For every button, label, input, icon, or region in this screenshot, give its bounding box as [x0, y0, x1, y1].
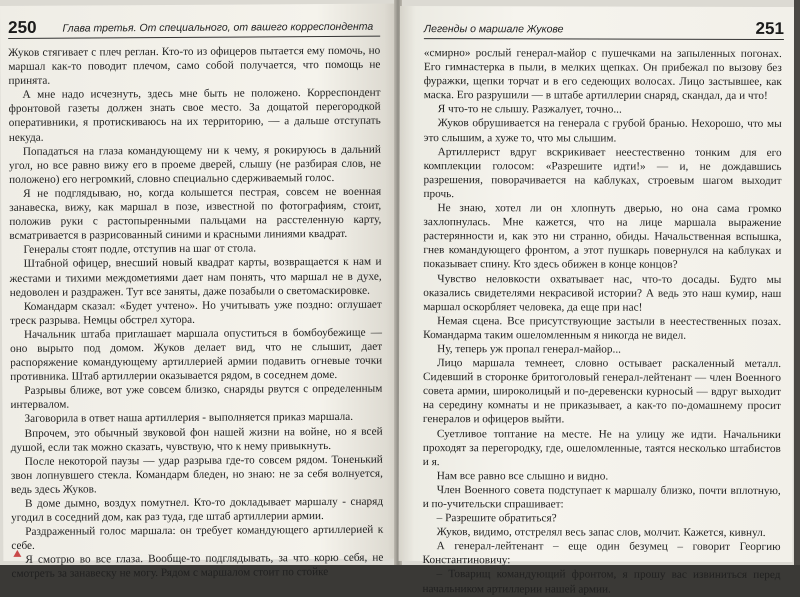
paragraph: Не знаю, хотел ли он хлопнуть дверью, но она сама громко захлопнулась. Мне кажется, что на лице маршала выражение растерянности и, как это ни странно, обиды. Начальственная вспышка, гнев командующего фронтом, а этот пушкарь повернулся на каблуках и показывает спину. Кто здесь обижен в конце концов?: [423, 202, 782, 272]
paragraph: Я не подглядываю, но, когда колышется пестрая, совсем не военная занавеска, вижу, как маршал в позе, известной по фотографиям, стоит, положив руки с растопыренными пальцами на расстеленную карту, всматривается в разрисованный синими и красными линиями квадрат.: [9, 185, 382, 243]
paragraph: – Разрешите обратиться?: [436, 512, 557, 525]
paragraph: Штабной офицер, внесший новый квадрат карты, возвращается к нам и жестами и тихими междометиями дает нам понять, что маршал не в духе, недоволен и раздражен. Тут все заняты, даже позабыли о светомаскировке.: [9, 256, 382, 299]
paragraph: Командарм сказал: «Будет учтено». Но учитывать уже поздно: оглушает треск разрыва. Немцы обстрел хутора.: [9, 298, 382, 327]
right-page: [399, 6, 794, 596]
paragraph: Заговорила в ответ наша артиллерия - выполняется приказ маршала.: [24, 411, 354, 426]
left-page: [0, 4, 399, 581]
paragraph: Я что-то не слышу. Разжалует, точно...: [437, 103, 622, 116]
page-number: 250: [8, 17, 37, 37]
paragraph: В доме дымно, воздух помутнел. Кто-то докладывает маршалу - снаряд угодил в соседний дом, как раз туда, где штаб артиллерии армии.: [11, 495, 384, 525]
paragraph: Впрочем, это обычный звуковой фон нашей жизни на войне, но я всей душой, если так можно сказать, чувствую, что к нему привыкнуть.: [10, 425, 383, 454]
paragraph: Начальник штаба приглашает маршала опуститься в бомбоубежище — оно вырыто под домом. Жуков делает вид, что не слышит, дает распоряжение командующему артиллерией армии подавить огневые точки противника. Штаб артиллерии оказывается рядом, в соседнем доме.: [10, 326, 383, 384]
paragraph: А мне надо исчезнуть, здесь мне быть не положено. Корреспондент фронтовой газеты должен знать свое место. За дощатой перегородкой оперативники, я протискиваюсь на их территорию, — а дальше отступать некуда.: [8, 86, 381, 144]
right-running-head: [424, 18, 784, 40]
paragraph: Генералы стоят подле, отступив на шаг от стола.: [23, 242, 257, 257]
paragraph: «смирно» рослый генерал-майор с пушечками на запыленных погонах. Его гимнастерка в пыли, в мелких щепках. Он прибежал по вызову без фуражки, щепки торчат и в его седеющих волосах. Лицо застывшее, как маска. Его разрушили — в штабе артиллерии снаряд, скандал, да и что!: [423, 47, 782, 103]
paragraph: Попадаться на глаза командующему ни к чему, я рокируюсь в дальний угол, но все равно вижу его в проеме дверей, слышу (не разбирая слов, не положено) его негромкий, словно специально сдерживаемый голос.: [8, 143, 382, 186]
paragraph: Немая сцена. Все присутствующие застыли в неестественных позах. Командарма таким ошеломленным я никогда не видел.: [423, 314, 782, 342]
paragraph: Жуков, видимо, отстрелял весь запас слов, молчит. Кажется, кивнул.: [436, 526, 766, 540]
paragraph: А генерал-лейтенант – еще один безумец – говорит Георгию Константиновичу:: [422, 540, 781, 567]
left-running-head: [8, 16, 380, 39]
paragraph: Разрывы ближе, вот уже совсем близко, снаряды рвутся с определенным интервалом.: [10, 382, 383, 412]
paragraph: После некоторой паузы — удар разрыва где-то совсем рядом. Тоненький звон лопнувшего стекла. Командарм бледен, но знаю: не за себя волнуется, ведь здесь Жуков.: [10, 453, 383, 496]
paragraph: Артиллерист вдруг вскрикивает неестественно тонким для его комплекции голосом: «Разрешите идти!» — и, не дождавшись разрешения, поворачивается на каблуках, строевым шагом выходит прочь.: [423, 145, 782, 201]
page-marker-icon: [13, 550, 21, 557]
left-body-text: [8, 44, 384, 581]
paragraph: Суетливое топтание на месте. Не на улицу же идти. Начальники проходят за перегородку, где, ошеломленные, таятся несколько штабистов и я.: [422, 427, 781, 468]
paragraph: Раздраженный голос маршала: он требует командующего артиллерией к себе.: [11, 523, 384, 553]
chapter-title: Глава третья. От специального, от вашего корреспондента: [62, 20, 374, 35]
right-body-text: [422, 46, 782, 596]
paragraph: – Товарищ командующий фронтом, я прошу вас извиниться перед начальником артиллерии нашей армии.: [422, 568, 781, 596]
paragraph: Лицо маршала темнеет, словно остывает раскаленный металл. Сидевший в сторонке бритоголовый генерал-лейтенант — член Военного совета армии, широколицый и по-деревенски курносый — вдруг выходит на середину комнаты и не приказывает, а как-то по-домашнему просит генералов и офицеров выйти.: [422, 357, 782, 426]
page-edge: [794, 0, 800, 565]
section-title: Легенды о маршале Жукове: [423, 23, 564, 36]
paragraph: Член Военного совета подступает к маршалу близко, почти вплотную, и по-учительски спрашивает:: [422, 484, 781, 511]
page-number: 251: [755, 18, 784, 39]
paragraph: Жуков обрушивается на генерала с грубой бранью. Нехорошо, что мы это слышим, а хуже то, что мы слышим.: [423, 117, 782, 145]
paragraph: Ну, теперь уж пропал генерал-майор...: [437, 343, 622, 356]
paragraph: Нам все равно все слышно и видно.: [436, 469, 609, 483]
paragraph: Жуков стягивает с плеч реглан. Кто-то из офицеров пытается ему помочь, но маршал как-то поводит плечом, само собой получается, что помощь не принята.: [8, 44, 381, 88]
paragraph: Чувство неловкости охватывает нас, что-то досады. Будто мы оказались свидетелями некрасивой истории? А ведь это наш кумир, наш маршал оскорбляет человека, да еще при нас!: [423, 272, 782, 314]
paragraph: Я смотрю во все глаза. Вообще-то подглядывать, за что корю себя, не смотреть за занавеску не могу. Рядом с маршалом стоит по стойке: [11, 552, 384, 581]
